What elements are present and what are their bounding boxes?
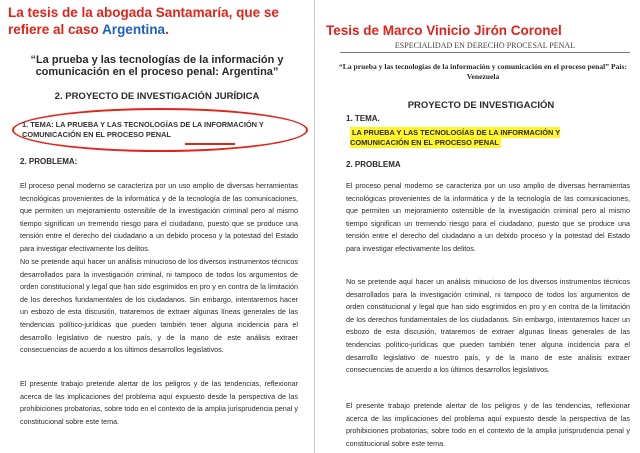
left-tema: 1. TEMA: LA PRUEBA Y LAS TECNOLOGÍAS DE LA INFORMACIÓN Y COMUNICACIÓN EN EL PROCESO PENAL xyxy=(22,120,264,139)
right-header: ESPECIALIDAD EN DERECHO PROCESAL PENAL xyxy=(340,41,630,53)
right-tema-highlight: LA PRUEBA Y LAS TECNOLOGÍAS DE LA INFORMACIÓN Y COMUNICACIÓN EN EL PROCESO PENAL xyxy=(350,128,561,147)
tema-red-underline xyxy=(185,143,235,145)
right-subtitle: “La prueba y las tecnologías de la información y comunicación en el proceso penal” País: Venezuela xyxy=(339,62,627,81)
left-caption xyxy=(8,4,308,38)
right-paragraph-3: El presente trabajo pretende alertar de los peligros y de las tendencias, reflexionar acerca de las implicaciones del problema aquí expuesto desde la perspectiva de las prohibiciones probatorias, sobre todo en el contexto de la amplia jurisprudencia penal y constitucional sobre este tema. xyxy=(346,401,630,448)
left-paragraph-3: El presente trabajo pretende alertar de los peligros y de las tendencias, reflexionar acerca de las implicaciones del problema aquí expuesto desde la perspectiva de las prohibiciones probatorias, sobre todo en el contexto de la amplia jurisprudencia penal y constitucional sobre este tema. xyxy=(20,379,298,426)
left-document-panel xyxy=(0,0,315,453)
right-tema xyxy=(350,128,620,148)
left-paragraph-2: No se pretende aquí hacer un análisis minucioso de los diversos instrumentos técnicos desarrollados para la investigación criminal, ni tampoco de todos los argumentos de orden constitucional y legal que han sido esgrimidos en pro y en contra de la limitación de los derechos fundamentales de los ciudadanos. Sin embargo, intentaremos hacer un esbozo de esta discusión, trataremos de extraer algunas líneas generales de las tendencias político-jurídicas que pueden también tener alguna incidencia para el desarrollo legislativo de nuestro país, y de la mano de este análisis extraer consecuencias de acuerdo a los últimos desarrollos legislativos. xyxy=(20,257,298,355)
left-heading: 2. PROYECTO DE INVESTIGACIÓN JURÍDICA xyxy=(54,91,260,102)
right-tema-label: 1. TEMA. xyxy=(346,114,380,123)
left-caption-text: La tesis de la abogada Santamaría, que se refiere al caso xyxy=(8,5,279,37)
left-caption-end: . xyxy=(165,22,169,37)
right-paragraph-1: El proceso penal moderno se caracteriza por un uso amplio de diversas herramientas tecnológicas provenientes de la informática y de la tecnología de las comunicaciones, que permiten un mejoramiento ostensible de la investigación criminal pero al mismo tiempo significan un tremendo riesgo para el ciudadano, puesto que se produce una tensión entre el derecho del ciudadano a un debido proceso y la potestad del Estado para investigar efectivamente los delitos. xyxy=(346,181,630,253)
right-heading: PROYECTO DE INVESTIGACIÓN xyxy=(407,100,555,111)
right-document-panel xyxy=(316,0,640,453)
left-paragraph-1: El proceso penal moderno se caracteriza por un uso amplio de diversas herramientas tecnológicas provenientes de la informática y de la tecnología de las comunicaciones, que permiten un mejoramiento ostensible de la investigación criminal pero al mismo tiempo significan un tremendo riesgo para el ciudadano, puesto que se produce una tensión entre el derecho del ciudadano a un debido proceso y la potestad del Estado para investigar efectivamente los delitos. xyxy=(20,181,298,253)
right-paragraph-2: No se pretende aquí hacer un análisis minucioso de los diversos instrumentos técnicos desarrollados para la investigación criminal, ni tampoco de todos los argumentos de orden constitucional y legal que han sido esgrimidos en pro y en contra de la limitación de los derechos fundamentales de los ciudadanos. Sin embargo, intentaremos hacer un esbozo de esta discusión, trataremos de extraer algunas líneas generales de las tendencias político-jurídicas que pueden también tener alguna incidencia para el desarrollo legislativo de nuestro país, y de la mano de este análisis extraer consecuencias de acuerdo a los últimos desarrollos legislativos. xyxy=(346,277,630,375)
right-problema-label: 2. PROBLEMA xyxy=(346,160,401,169)
left-problema-label: 2. PROBLEMA: xyxy=(20,157,78,166)
right-caption: Tesis de Marco Vinicio Jirón Coronel xyxy=(326,23,562,38)
left-caption-highlight: Argentina xyxy=(102,22,166,37)
left-subtitle: “La prueba y las tecnologías de la información y comunicación en el proceso penal: Argentina” xyxy=(30,54,284,78)
